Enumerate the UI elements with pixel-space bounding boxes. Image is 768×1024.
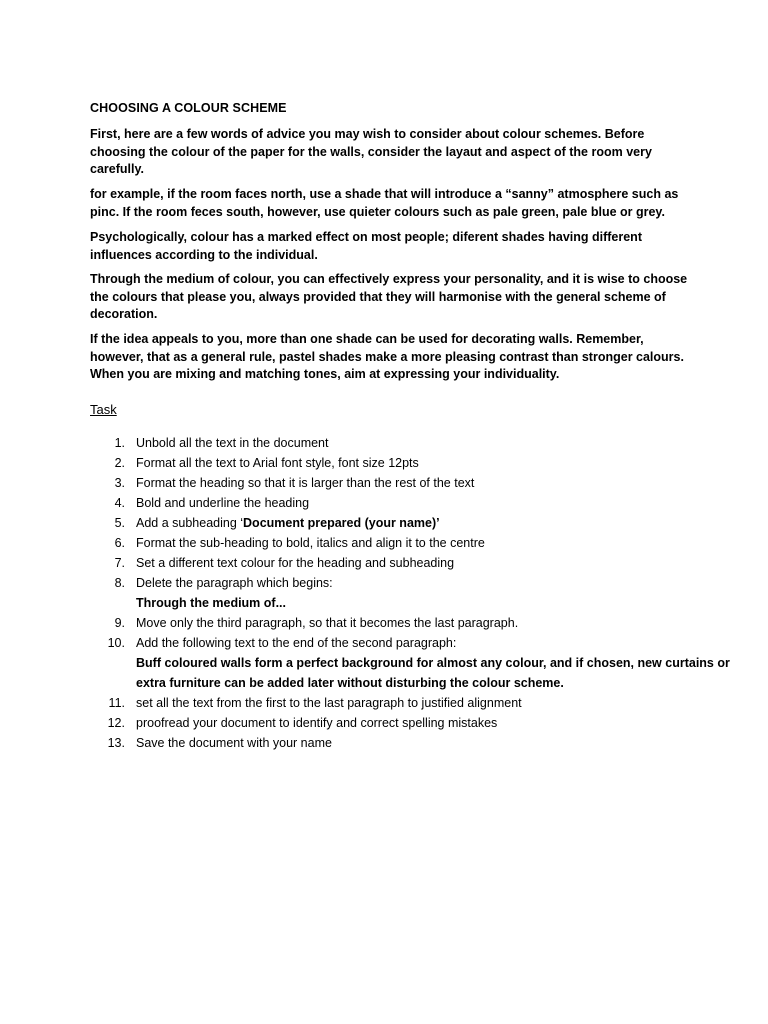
task-text: Save the document with your name bbox=[136, 736, 332, 750]
task-text: proofread your document to identify and correct spelling mistakes bbox=[136, 716, 498, 730]
paragraph-2: for example, if the room faces north, use a shade that will introduce a “sanny” atmosphere such as pinc. If the room feces south, however, use quieter colours such as pale green, pale blue or grey. bbox=[90, 187, 679, 219]
task-number: 11. bbox=[108, 696, 125, 710]
task-text: Format the sub-heading to bold, italics and align it to the centre bbox=[136, 536, 485, 550]
task-text: Add a subheading ‘ bbox=[136, 516, 244, 530]
task-number: 5. bbox=[114, 516, 125, 530]
paragraph-5: If the idea appeals to you, more than one shade can be used for decorating walls. Remember, however, that as a general rule, pastel shades make a more pleasing contrast than stronger calours. When you are mixing and matching tones, aim at expressing your individuality. bbox=[90, 332, 684, 382]
task-number: 9. bbox=[114, 616, 125, 630]
task-text-bold: Document prepared (your name)’ bbox=[243, 516, 440, 530]
task-number: 8. bbox=[114, 576, 125, 590]
task-item bbox=[90, 613, 730, 633]
paragraph-1: First, here are a few words of advice you may wish to consider about colour schemes. Before choosing the colour of the paper for the walls, consider the layaut and aspect of the room very carefully. bbox=[90, 127, 652, 177]
task-item bbox=[90, 453, 730, 473]
task-text: Set a different text colour for the heading and subheading bbox=[136, 556, 455, 570]
task-text: Delete the paragraph which begins: bbox=[136, 576, 333, 590]
task-list bbox=[90, 433, 730, 753]
task-item bbox=[90, 633, 730, 693]
task-item bbox=[90, 553, 730, 573]
document-heading: CHOOSING A COLOUR SCHEME bbox=[90, 101, 287, 115]
task-text: Add the following text to the end of the second paragraph: bbox=[136, 636, 457, 650]
task-extra-text: Buff coloured walls form a perfect background for almost any colour, and if chosen, new curtains or extra furniture can be added later without disturbing the colour scheme. bbox=[136, 656, 730, 690]
task-item bbox=[90, 533, 730, 553]
paragraph-4: Through the medium of colour, you can effectively express your personality, and it is wise to choose the colours that please you, always provided that they will harmonise with the general scheme of decoration. bbox=[90, 272, 688, 322]
paragraph-3: Psychologically, colour has a marked effect on most people; diferent shades having different influences according to the individual. bbox=[90, 230, 642, 262]
task-number: 2. bbox=[114, 456, 125, 470]
task-number: 12. bbox=[107, 716, 125, 730]
task-number: 10. bbox=[107, 636, 125, 650]
task-item bbox=[90, 493, 730, 513]
task-number: 13. bbox=[107, 736, 125, 750]
task-item bbox=[90, 573, 730, 613]
task-text: Bold and underline the heading bbox=[136, 496, 310, 510]
task-number: 1. bbox=[114, 436, 125, 450]
task-number: 7. bbox=[114, 556, 125, 570]
task-item bbox=[90, 513, 730, 533]
task-text: Move only the third paragraph, so that it becomes the last paragraph. bbox=[136, 616, 519, 630]
task-number: 3. bbox=[114, 476, 125, 490]
task-item bbox=[90, 473, 730, 493]
task-text: Unbold all the text in the document bbox=[136, 436, 329, 450]
task-number: 6. bbox=[114, 536, 125, 550]
task-item bbox=[90, 433, 730, 453]
task-text: set all the text from the first to the last paragraph to justified alignment bbox=[136, 696, 522, 710]
task-text: Format the heading so that it is larger than the rest of the text bbox=[136, 476, 475, 490]
task-extra-text: Through the medium of... bbox=[136, 596, 286, 610]
task-item bbox=[90, 693, 730, 713]
task-text: Format all the text to Arial font style, font size 12pts bbox=[136, 456, 419, 470]
task-number: 4. bbox=[114, 496, 125, 510]
task-title: Task bbox=[90, 402, 117, 417]
task-item bbox=[90, 733, 730, 753]
task-item bbox=[90, 713, 730, 733]
